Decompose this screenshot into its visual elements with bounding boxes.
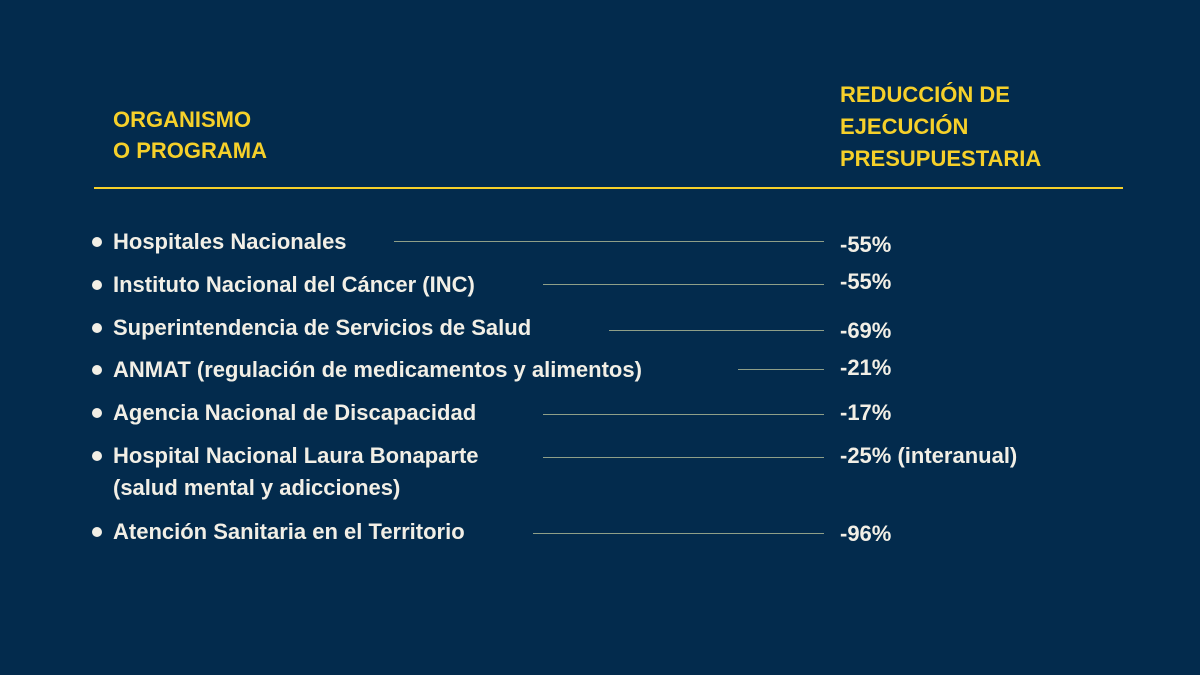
row-label: ANMAT (regulación de medicamentos y alimentos) [113,357,642,382]
row-label: Instituto Nacional del Cáncer (INC) [113,272,475,297]
row-value: -21% [840,355,892,380]
table-row [0,516,1200,556]
table-row [0,269,1200,309]
leader-line [394,241,824,242]
column-header-reduccion: REDUCCIÓN DE EJECUCIÓN PRESUPUESTARIA [840,82,1042,171]
table-row [0,226,1200,266]
leader-line [543,414,824,415]
row-value: -55% [840,269,892,294]
header-divider [94,187,1123,189]
row-label: Hospitales Nacionales [113,229,347,254]
table-row [0,312,1200,352]
table-row [0,440,1200,510]
row-label: Agencia Nacional de Discapacidad [113,400,477,425]
bullet-icon [92,527,102,537]
bullet-icon [92,237,102,247]
bullet-icon [92,365,102,375]
row-value: -25% (interanual) [840,443,1018,468]
leader-line [533,533,824,534]
row-label: Atención Sanitaria en el Territorio [113,519,465,544]
row-value: -17% [840,400,892,425]
row-label: Superintendencia de Servicios de Salud [113,315,532,340]
row-label: Hospital Nacional Laura Bonaparte (salud mental y adicciones) [113,443,479,500]
table-row [0,354,1200,394]
row-value: -55% [840,232,892,257]
row-value: -69% [840,318,892,343]
leader-line [609,330,824,331]
row-value: -96% [840,521,892,546]
leader-line [543,284,824,285]
leader-line [738,369,824,370]
leader-line [543,457,824,458]
bullet-icon [92,323,102,333]
bullet-icon [92,280,102,290]
table-row [0,397,1200,437]
bullet-icon [92,451,102,461]
bullet-icon [92,408,102,418]
column-header-organismo: ORGANISMO O PROGRAMA [113,107,267,163]
